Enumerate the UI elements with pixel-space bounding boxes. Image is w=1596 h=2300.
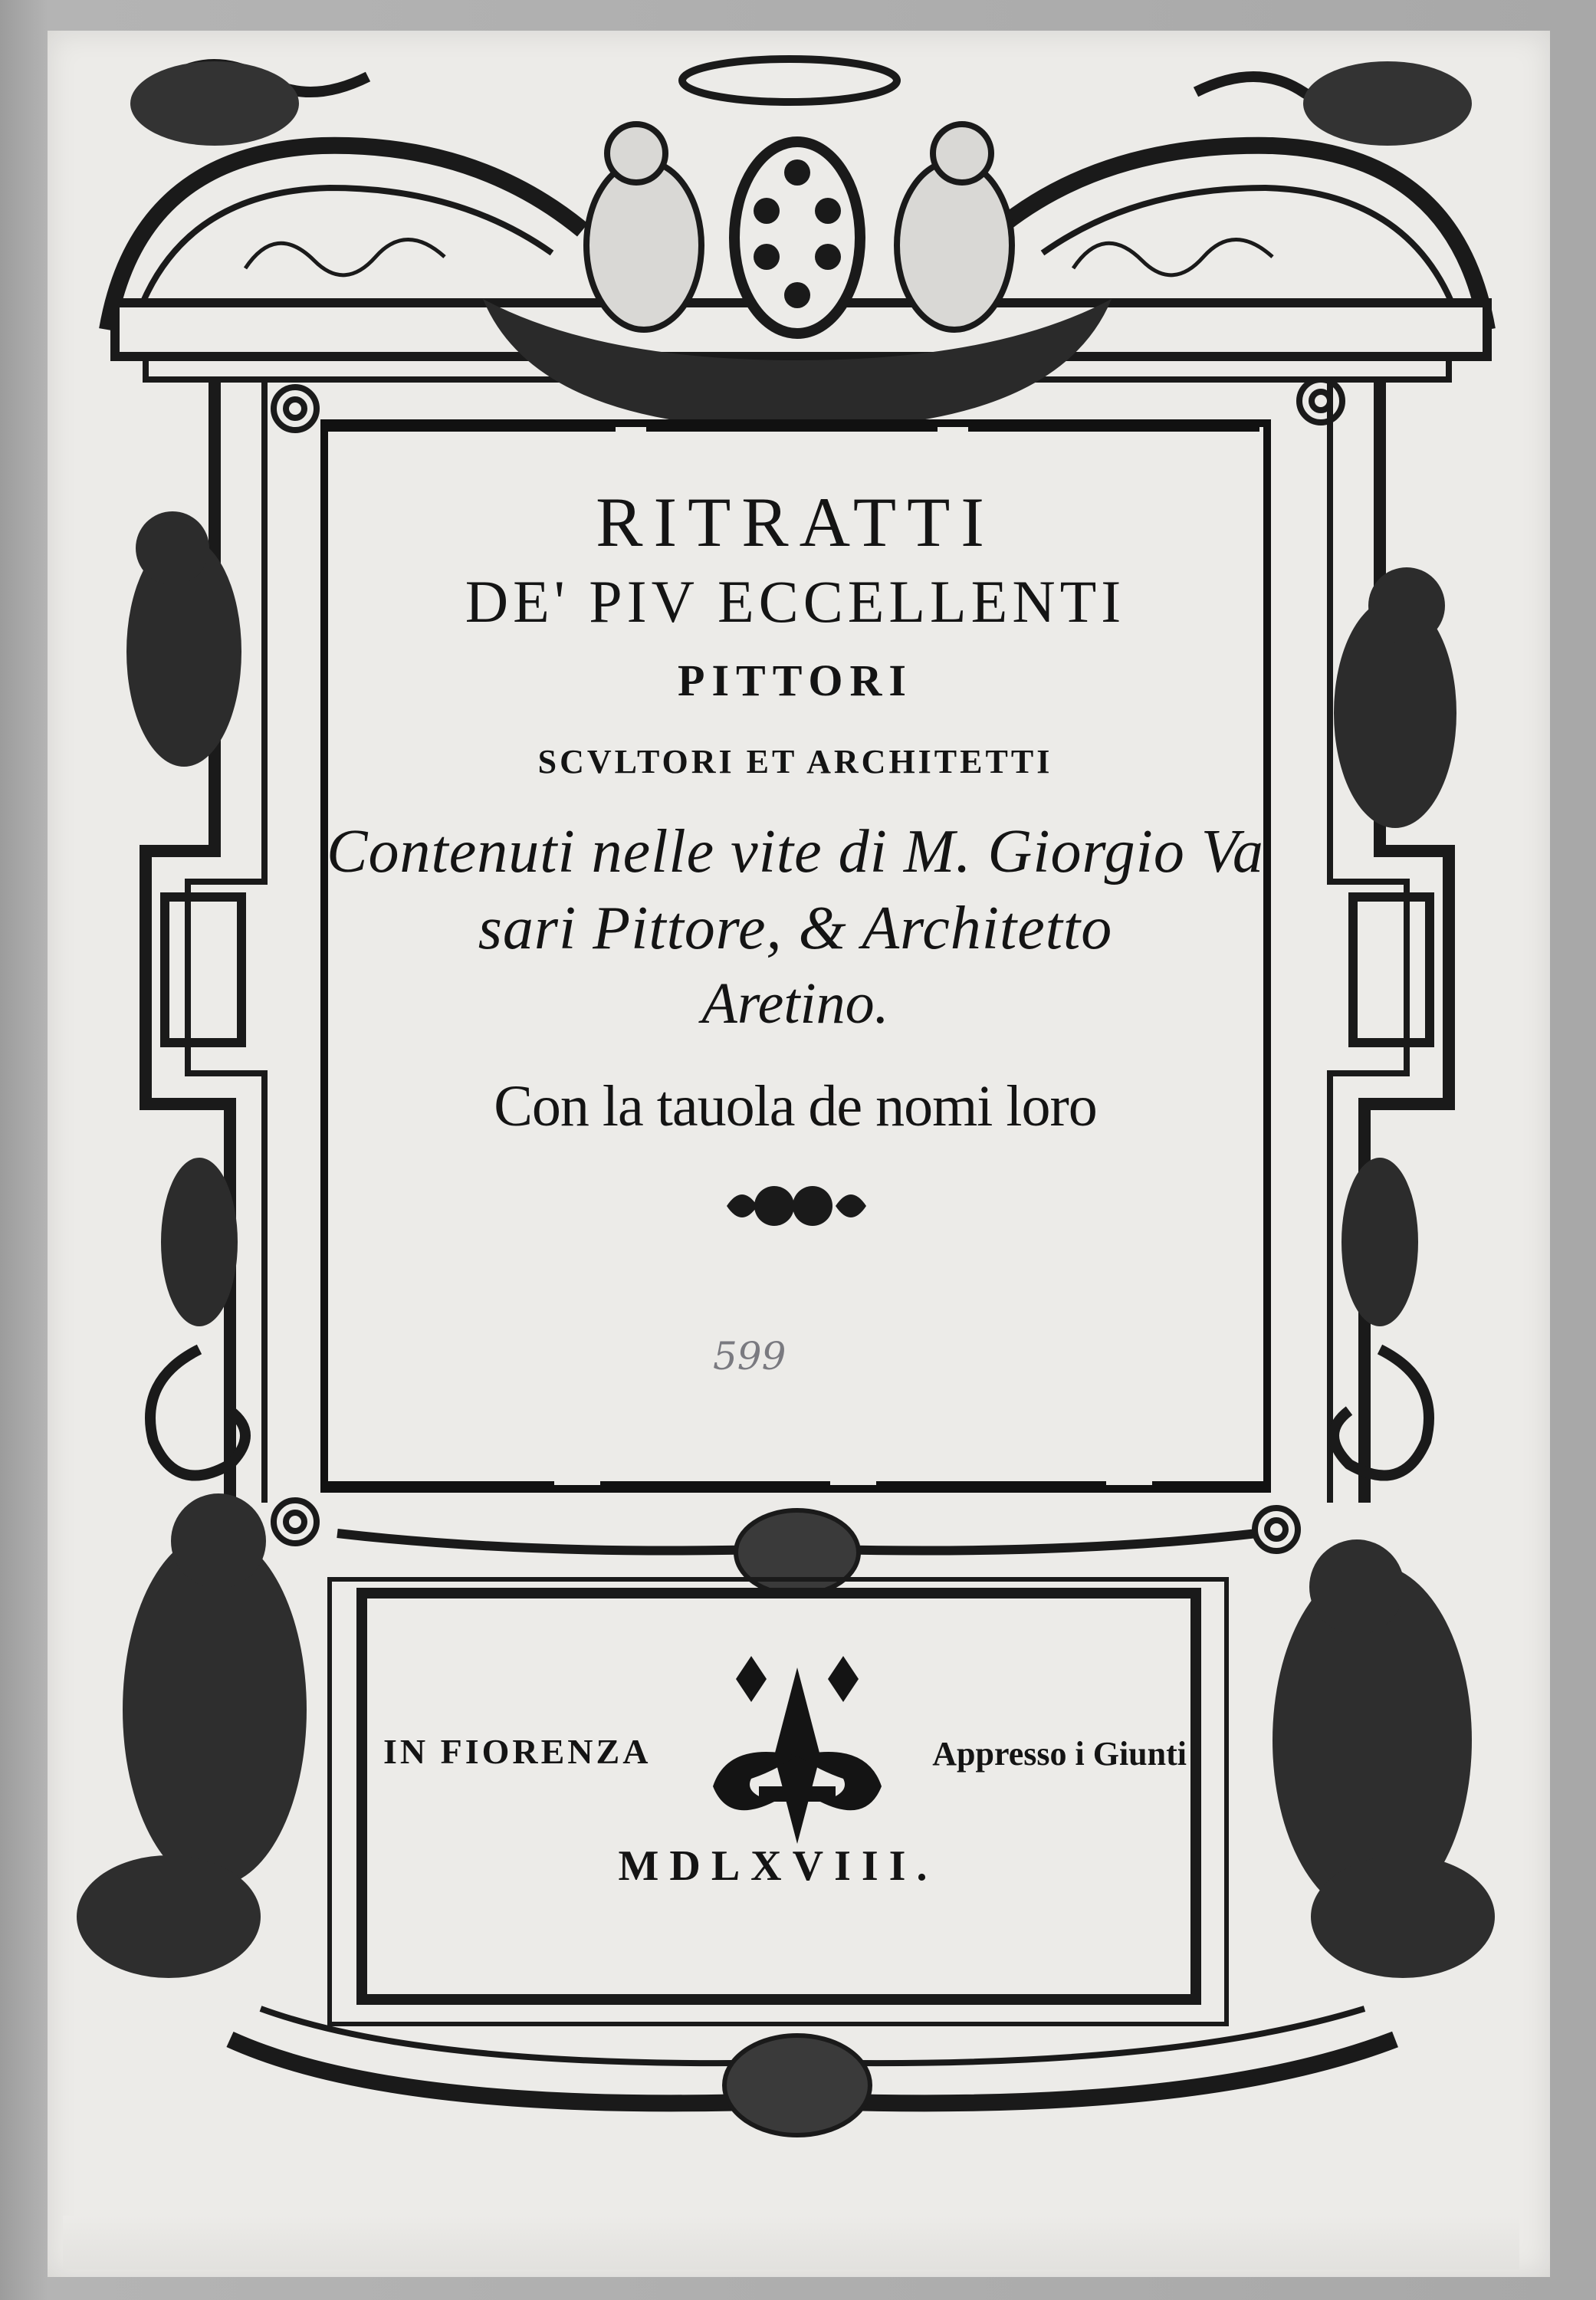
imprint-date: MDLXVIII. — [618, 1842, 938, 1890]
medici-crest — [130, 59, 1472, 429]
imprint-cartouche — [368, 1595, 1188, 1993]
title-eccellenti: DE' PIV ECCELLENTI — [465, 568, 1126, 635]
title-panel — [326, 420, 1265, 1486]
subtitle-line-1: Contenuti nelle vite di M. Giorgio Va — [327, 818, 1264, 886]
subtitle-line-2: sari Pittore, & Architetto — [478, 895, 1113, 962]
index-note: Con la tauola de nomi loro — [494, 1074, 1097, 1138]
title-ritratti: RITRATTI — [596, 483, 995, 561]
subtitle-line-3: Aretino. — [701, 971, 889, 1036]
imprint-city: IN FIORENZA — [383, 1732, 652, 1771]
handwritten-folio-number: 599 — [713, 1334, 787, 1378]
title-pittori: PITTORI — [678, 656, 913, 705]
title-scultori: SCVLTORI ET ARCHITETTI — [537, 743, 1053, 780]
imprint-publisher: Appresso i Giunti — [932, 1735, 1187, 1773]
